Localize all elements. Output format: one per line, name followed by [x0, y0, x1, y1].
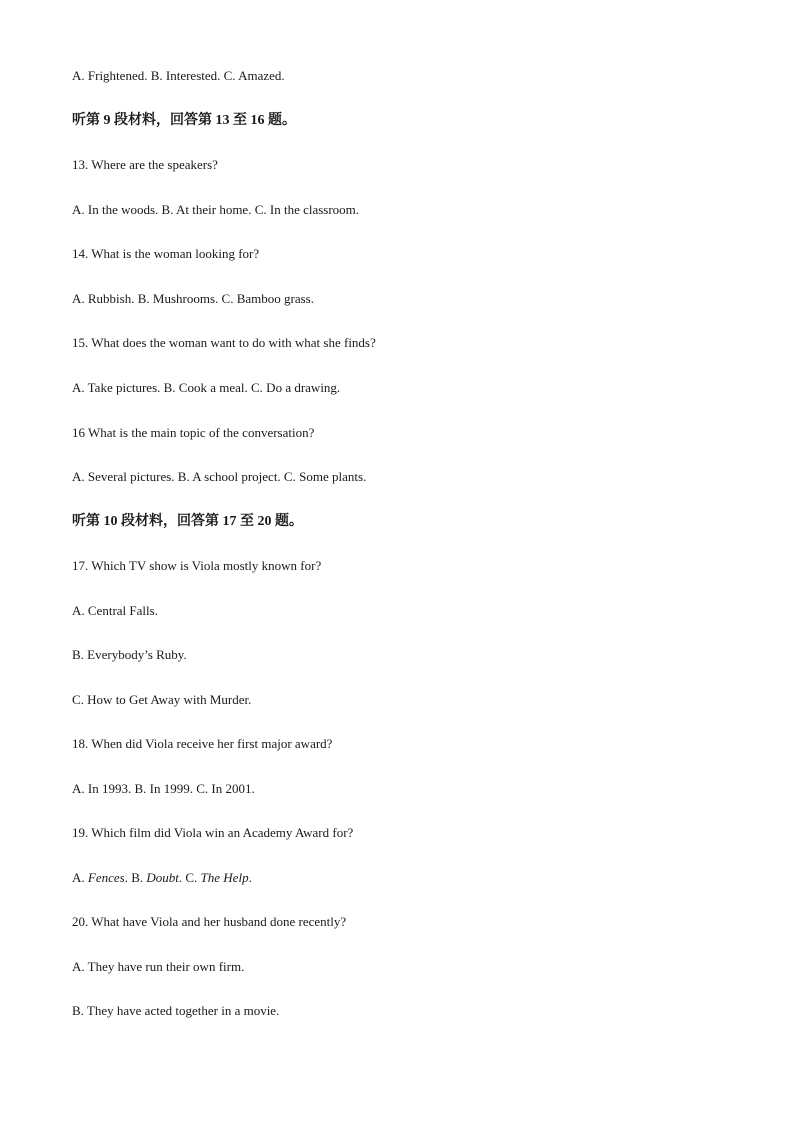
q18-question: 18. When did Viola receive her first major award?: [72, 736, 333, 751]
q14-question: 14. What is the woman looking for?: [72, 246, 260, 261]
q19-option-a-end: .: [124, 870, 132, 885]
q19-option-b-title: Doubt: [146, 870, 179, 885]
section-10-heading: 听第 10 段材料，回答第 17 至 20 题。: [72, 514, 303, 529]
q15-question: 15. What does the woman want to do with what she finds?: [72, 335, 376, 350]
q15-options: A. Take pictures. B. Cook a meal. C. Do a drawing.: [72, 380, 341, 395]
q13-question: 13. Where are the speakers?: [72, 157, 218, 172]
q17-option-a: A. Central Falls.: [72, 603, 158, 618]
q20-option-b: B. They have acted together in a movie.: [72, 1003, 280, 1018]
q16-question: 16 What is the main topic of the conversation?: [72, 425, 315, 440]
q14-options: A. Rubbish. B. Mushrooms. C. Bamboo grass.: [72, 291, 314, 306]
q17-option-b: B. Everybody’s Ruby.: [72, 647, 187, 662]
q13-options: A. In the woods. B. At their home. C. In the classroom.: [72, 202, 360, 217]
q17-option-c: C. How to Get Away with Murder.: [72, 692, 252, 707]
q20-question: 20. What have Viola and her husband done recently?: [72, 914, 347, 929]
q19-option-c-label: C.: [185, 870, 201, 885]
q19-option-b-end: .: [178, 870, 186, 885]
q19-option-a-label: A.: [72, 870, 88, 885]
q12-options: A. Frightened. B. Interested. C. Amazed.: [72, 68, 285, 83]
q19-option-c-title: The Help: [200, 870, 249, 885]
q17-question: 17. Which TV show is Viola mostly known for?: [72, 558, 322, 573]
q16-options: A. Several pictures. B. A school project. C. Some plants.: [72, 469, 367, 484]
q19-option-b-label: B.: [131, 870, 147, 885]
q18-options: A. In 1993. B. In 1999. C. In 2001.: [72, 781, 255, 796]
q19-options: [72, 870, 252, 886]
q20-option-a: A. They have run their own firm.: [72, 959, 245, 974]
q19-option-a-title: Fences: [87, 870, 125, 885]
section-9-heading: 听第 9 段材料，回答第 13 至 16 题。: [72, 113, 296, 128]
q19-option-c-end: .: [248, 870, 252, 885]
q19-question: 19. Which film did Viola win an Academy Award for?: [72, 825, 354, 840]
